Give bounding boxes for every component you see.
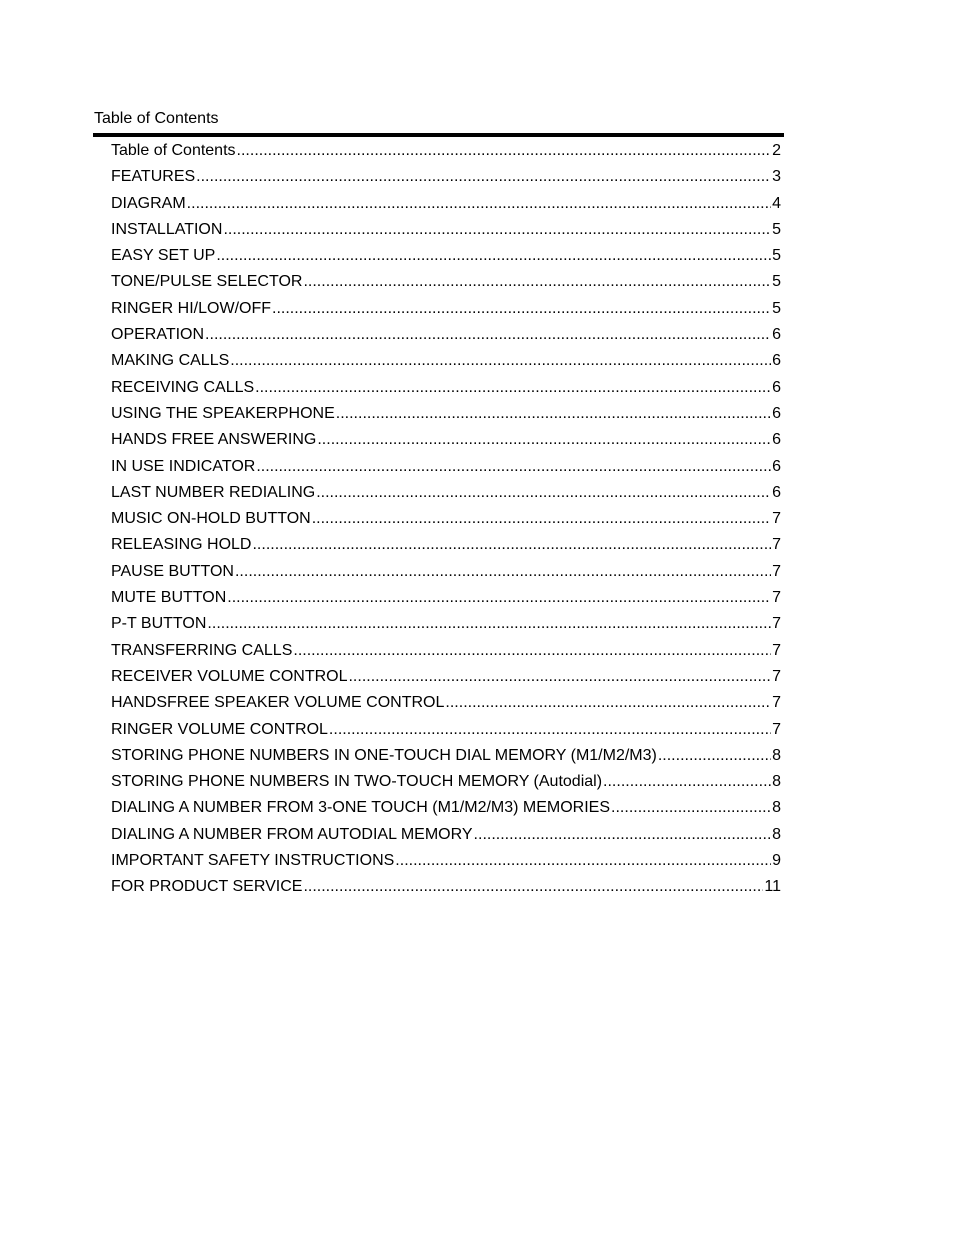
toc-entry-title: DIALING A NUMBER FROM AUTODIAL MEMORY	[111, 825, 473, 843]
toc-entry[interactable]	[111, 296, 781, 322]
toc-entry[interactable]	[111, 454, 781, 480]
toc-entry-title: STORING PHONE NUMBERS IN ONE-TOUCH DIAL MEMORY (M1/M2/M3)	[111, 746, 657, 764]
toc-dot-leader	[303, 269, 771, 295]
toc-dot-leader	[603, 769, 771, 795]
toc-entry-page-number: 9	[772, 852, 781, 870]
toc-dot-leader	[227, 585, 771, 611]
toc-dot-leader	[256, 454, 771, 480]
toc-entry-title: DIAGRAM	[111, 194, 186, 212]
toc-entry-title: STORING PHONE NUMBERS IN TWO-TOUCH MEMORY (Autodial)	[111, 773, 603, 791]
toc-entry[interactable]	[111, 769, 781, 795]
toc-entry[interactable]	[111, 585, 781, 611]
toc-entry-page-number: 5	[772, 273, 781, 291]
toc-entry[interactable]	[111, 217, 781, 243]
toc-entry[interactable]	[111, 322, 781, 348]
toc-entry-page-number: 7	[772, 720, 781, 738]
toc-entry-title: EASY SET UP	[111, 247, 216, 265]
toc-dot-leader	[272, 296, 771, 322]
toc-entry[interactable]	[111, 532, 781, 558]
toc-entry-page-number: 6	[772, 483, 781, 501]
toc-dot-leader	[303, 874, 763, 900]
toc-entry[interactable]	[111, 401, 781, 427]
toc-dot-leader	[445, 690, 771, 716]
toc-dot-leader	[235, 559, 771, 585]
toc-entry[interactable]	[111, 164, 781, 190]
toc-dot-leader	[611, 795, 771, 821]
toc-entry[interactable]	[111, 690, 781, 716]
toc-dot-leader	[196, 164, 771, 190]
toc-entry-title: TONE/PULSE SELECTOR	[111, 273, 303, 291]
toc-entry-page-number: 8	[772, 746, 781, 764]
toc-entry-page-number: 5	[772, 299, 781, 317]
toc-entry-page-number: 6	[772, 431, 781, 449]
toc-entry[interactable]	[111, 822, 781, 848]
toc-entry[interactable]	[111, 191, 781, 217]
toc-entry[interactable]	[111, 664, 781, 690]
header-rule	[93, 133, 784, 137]
toc-entry[interactable]	[111, 480, 781, 506]
toc-dot-leader	[223, 217, 771, 243]
toc-entry-title: PAUSE BUTTON	[111, 562, 234, 580]
toc-entry-page-number: 8	[772, 799, 781, 817]
toc-entry-title: USING THE SPEAKERPHONE	[111, 404, 335, 422]
toc-entry-title: Table of Contents	[111, 142, 236, 159]
toc-entry-page-number: 5	[772, 247, 781, 265]
toc-entry[interactable]	[111, 717, 781, 743]
page-header-title: Table of Contents	[94, 110, 219, 127]
toc-entry-page-number: 11	[764, 878, 781, 896]
toc-dot-leader	[329, 717, 771, 743]
toc-entry-page-number: 2	[772, 142, 781, 159]
toc-entry-page-number: 8	[772, 825, 781, 843]
toc-entry-title: RECEIVER VOLUME CONTROL	[111, 667, 348, 685]
toc-entry-page-number: 7	[772, 510, 781, 528]
toc-entry-page-number: 7	[772, 615, 781, 633]
toc-dot-leader	[205, 322, 771, 348]
toc-entry-page-number: 6	[772, 326, 781, 344]
toc-entry-page-number: 7	[772, 667, 781, 685]
toc-dot-leader	[255, 375, 771, 401]
toc-entry-title: INSTALLATION	[111, 220, 223, 238]
toc-entry-title: RINGER HI/LOW/OFF	[111, 299, 271, 317]
toc-entry-page-number: 7	[772, 589, 781, 607]
toc-entry-title: DIALING A NUMBER FROM 3-ONE TOUCH (M1/M2/M3) MEMORIES	[111, 799, 611, 817]
toc-entry-page-number: 8	[772, 773, 781, 791]
toc-entry[interactable]	[111, 506, 781, 532]
toc-entry[interactable]	[111, 795, 781, 821]
toc-entry-page-number: 7	[772, 536, 781, 554]
toc-entry-page-number: 4	[772, 194, 781, 212]
toc-dot-leader	[237, 138, 772, 164]
toc-entry-page-number: 3	[772, 168, 781, 186]
toc-entry-page-number: 7	[772, 641, 781, 659]
toc-entry[interactable]	[111, 375, 781, 401]
toc-entry[interactable]	[111, 874, 781, 900]
toc-dot-leader	[230, 348, 771, 374]
toc-dot-leader	[658, 743, 771, 769]
toc-dot-leader	[187, 191, 771, 217]
toc-dot-leader	[336, 401, 771, 427]
toc-entry[interactable]	[111, 138, 781, 164]
toc-entry[interactable]	[111, 848, 781, 874]
toc-entry-title: TRANSFERRING CALLS	[111, 641, 293, 659]
toc-entry-title: MUSIC ON-HOLD BUTTON	[111, 510, 311, 528]
toc-dot-leader	[312, 506, 771, 532]
toc-entry[interactable]	[111, 269, 781, 295]
toc-dot-leader	[293, 638, 771, 664]
toc-dot-leader	[216, 243, 771, 269]
toc-entry-title: RECEIVING CALLS	[111, 378, 255, 396]
toc-dot-leader	[207, 611, 771, 637]
toc-dot-leader	[316, 480, 771, 506]
toc-entry-title: IN USE INDICATOR	[111, 457, 256, 475]
toc-entry-page-number: 6	[772, 404, 781, 422]
toc-entry[interactable]	[111, 427, 781, 453]
toc-entry[interactable]	[111, 743, 781, 769]
toc-entry[interactable]	[111, 348, 781, 374]
toc-entry-title: OPERATION	[111, 326, 205, 344]
toc-entry-page-number: 5	[772, 220, 781, 238]
table-of-contents	[111, 138, 781, 901]
toc-entry-page-number: 6	[772, 457, 781, 475]
toc-entry-title: MAKING CALLS	[111, 352, 230, 370]
toc-entry-page-number: 6	[772, 378, 781, 396]
toc-dot-leader	[317, 427, 771, 453]
toc-entry-title: LAST NUMBER REDIALING	[111, 483, 316, 501]
toc-entry-title: MUTE BUTTON	[111, 589, 227, 607]
toc-entry-title: HANDS FREE ANSWERING	[111, 431, 317, 449]
toc-entry-title: FEATURES	[111, 168, 196, 186]
toc-entry-page-number: 6	[772, 352, 781, 370]
toc-dot-leader	[474, 822, 772, 848]
toc-dot-leader	[348, 664, 771, 690]
toc-entry[interactable]	[111, 559, 781, 585]
toc-entry-title: FOR PRODUCT SERVICE	[111, 878, 303, 896]
toc-entry-title: IMPORTANT SAFETY INSTRUCTIONS	[111, 852, 395, 870]
toc-entry-page-number: 7	[772, 694, 781, 712]
toc-entry[interactable]	[111, 611, 781, 637]
toc-entry-title: RINGER VOLUME CONTROL	[111, 720, 328, 738]
toc-entry-title: RELEASING HOLD	[111, 536, 252, 554]
toc-entry[interactable]	[111, 243, 781, 269]
toc-entry[interactable]	[111, 638, 781, 664]
toc-entry-page-number: 7	[772, 562, 781, 580]
toc-entry-title: P-T BUTTON	[111, 615, 207, 633]
toc-dot-leader	[395, 848, 771, 874]
toc-dot-leader	[252, 532, 771, 558]
toc-entry-title: HANDSFREE SPEAKER VOLUME CONTROL	[111, 694, 445, 712]
